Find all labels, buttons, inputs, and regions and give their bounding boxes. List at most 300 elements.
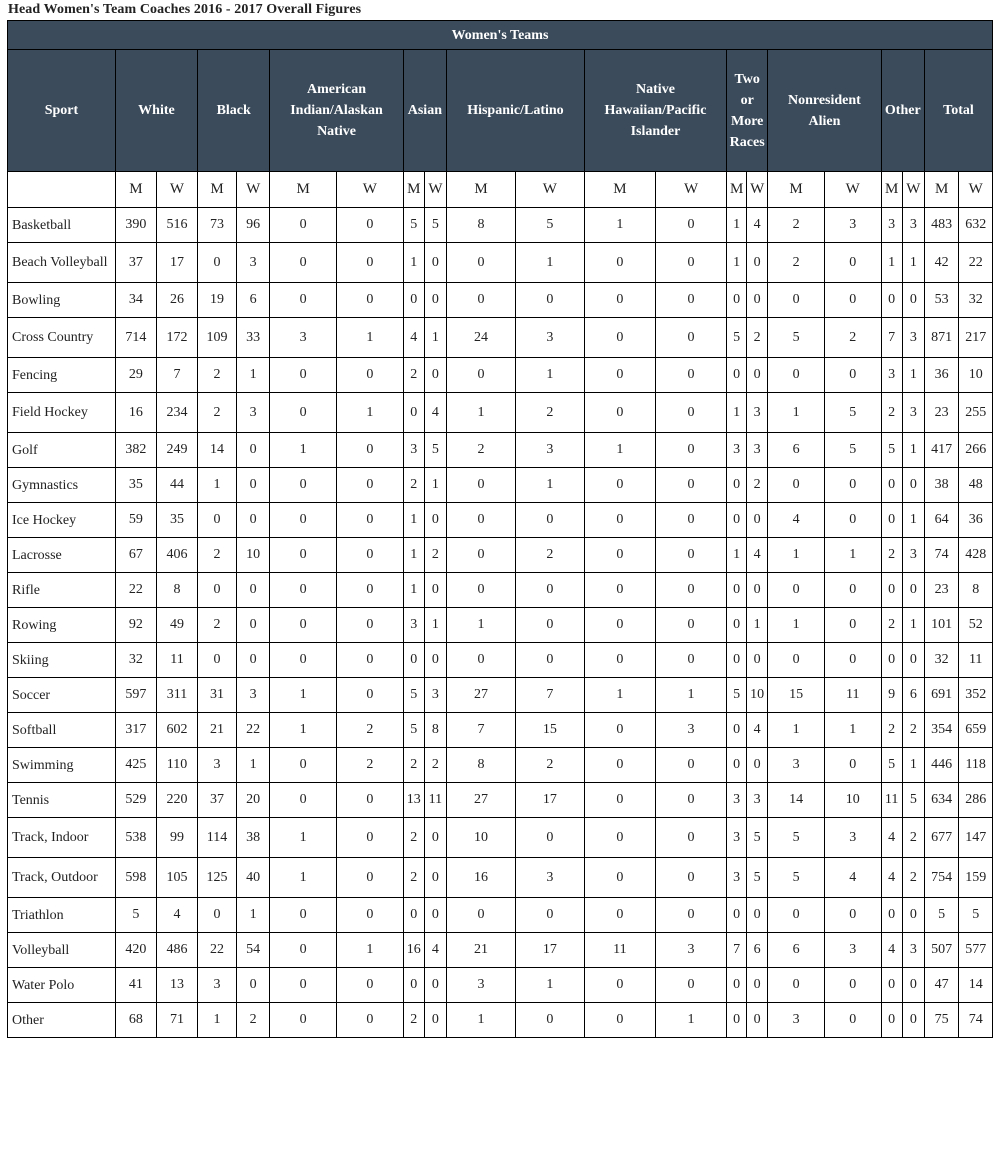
value-cell: 0 <box>270 393 337 433</box>
value-cell: 3 <box>902 393 924 433</box>
value-cell: 15 <box>515 713 584 748</box>
value-cell: 0 <box>655 433 726 468</box>
value-cell: 2 <box>403 358 424 393</box>
value-cell: 1 <box>902 433 924 468</box>
value-cell: 6 <box>768 933 825 968</box>
value-cell: 2 <box>824 318 881 358</box>
sport-cell: Tennis <box>8 783 116 818</box>
value-cell: 0 <box>727 898 747 933</box>
table-header <box>8 21 993 172</box>
value-cell: 1 <box>727 208 747 243</box>
value-cell: 10 <box>824 783 881 818</box>
value-cell: 5 <box>747 858 768 898</box>
value-cell: 159 <box>959 858 993 898</box>
value-cell: 3 <box>236 393 269 433</box>
value-cell: 5 <box>403 713 424 748</box>
value-cell: 0 <box>768 358 825 393</box>
group-header-5 <box>584 50 726 172</box>
value-cell: 13 <box>156 968 197 1003</box>
value-cell: 8 <box>447 208 516 243</box>
value-cell: 17 <box>515 783 584 818</box>
sport-cell: Triathlon <box>8 898 116 933</box>
value-cell: 0 <box>424 243 446 283</box>
value-cell: 21 <box>447 933 516 968</box>
value-cell: 110 <box>156 748 197 783</box>
value-cell: 3 <box>655 933 726 968</box>
value-cell: 0 <box>337 538 404 573</box>
sport-cell: Field Hockey <box>8 393 116 433</box>
value-cell: 0 <box>727 643 747 678</box>
value-cell: 352 <box>959 678 993 713</box>
value-cell: 0 <box>584 318 655 358</box>
value-cell: 1 <box>337 393 404 433</box>
value-cell: 0 <box>747 573 768 608</box>
value-cell: 96 <box>236 208 269 243</box>
value-cell: 0 <box>236 433 269 468</box>
value-cell: 5 <box>727 678 747 713</box>
value-cell: 0 <box>655 208 726 243</box>
value-cell: 1 <box>236 358 269 393</box>
value-cell: 417 <box>924 433 958 468</box>
value-cell: 0 <box>824 468 881 503</box>
value-cell: 105 <box>156 858 197 898</box>
women-subheader: W <box>902 172 924 208</box>
value-cell: 24 <box>447 318 516 358</box>
value-cell: 3 <box>198 748 237 783</box>
value-cell: 311 <box>156 678 197 713</box>
value-cell: 0 <box>902 898 924 933</box>
value-cell: 0 <box>655 898 726 933</box>
value-cell: 33 <box>236 318 269 358</box>
value-cell: 21 <box>198 713 237 748</box>
group-header-2 <box>270 50 403 172</box>
table-row <box>8 898 993 933</box>
value-cell: 691 <box>924 678 958 713</box>
value-cell: 53 <box>924 283 958 318</box>
value-cell: 6 <box>902 678 924 713</box>
value-cell: 0 <box>655 643 726 678</box>
men-subheader: M <box>198 172 237 208</box>
value-cell: 2 <box>337 713 404 748</box>
value-cell: 714 <box>115 318 156 358</box>
value-cell: 0 <box>655 468 726 503</box>
sport-cell: Swimming <box>8 748 116 783</box>
value-cell: 0 <box>270 933 337 968</box>
value-cell: 1 <box>270 678 337 713</box>
value-cell: 67 <box>115 538 156 573</box>
coaches-table <box>7 20 993 1038</box>
value-cell: 0 <box>424 1003 446 1038</box>
sport-cell: Other <box>8 1003 116 1038</box>
value-cell: 8 <box>959 573 993 608</box>
table-row <box>8 433 993 468</box>
value-cell: 3 <box>236 243 269 283</box>
value-cell: 3 <box>727 858 747 898</box>
value-cell: 538 <box>115 818 156 858</box>
men-subheader: M <box>924 172 958 208</box>
value-cell: 0 <box>270 898 337 933</box>
value-cell: 75 <box>924 1003 958 1038</box>
value-cell: 47 <box>924 968 958 1003</box>
value-cell: 0 <box>337 503 404 538</box>
value-cell: 0 <box>655 573 726 608</box>
value-cell: 22 <box>959 243 993 283</box>
value-cell: 0 <box>727 358 747 393</box>
value-cell: 23 <box>924 393 958 433</box>
value-cell: 114 <box>198 818 237 858</box>
value-cell: 0 <box>824 643 881 678</box>
value-cell: 266 <box>959 433 993 468</box>
value-cell: 26 <box>156 283 197 318</box>
women-subheader: W <box>424 172 446 208</box>
value-cell: 0 <box>881 643 902 678</box>
value-cell: 0 <box>270 538 337 573</box>
value-cell: 22 <box>115 573 156 608</box>
men-subheader: M <box>270 172 337 208</box>
value-cell: 14 <box>768 783 825 818</box>
value-cell: 0 <box>270 283 337 318</box>
table-row <box>8 243 993 283</box>
value-cell: 0 <box>447 503 516 538</box>
group-header-1 <box>198 50 270 172</box>
value-cell: 0 <box>747 748 768 783</box>
value-cell: 0 <box>747 358 768 393</box>
value-cell: 1 <box>424 468 446 503</box>
value-cell: 0 <box>655 318 726 358</box>
value-cell: 5 <box>403 678 424 713</box>
value-cell: 1 <box>768 713 825 748</box>
value-cell: 8 <box>447 748 516 783</box>
value-cell: 0 <box>824 1003 881 1038</box>
value-cell: 0 <box>584 643 655 678</box>
value-cell: 0 <box>824 358 881 393</box>
value-cell: 2 <box>337 748 404 783</box>
sport-cell: Skiing <box>8 643 116 678</box>
value-cell: 0 <box>902 968 924 1003</box>
value-cell: 14 <box>198 433 237 468</box>
table-row <box>8 713 993 748</box>
sport-cell: Volleyball <box>8 933 116 968</box>
group-header-3 <box>403 50 446 172</box>
value-cell: 0 <box>584 1003 655 1038</box>
value-cell: 0 <box>584 968 655 1003</box>
value-cell: 22 <box>198 933 237 968</box>
value-cell: 597 <box>115 678 156 713</box>
value-cell: 0 <box>655 858 726 898</box>
women-subheader: W <box>959 172 993 208</box>
value-cell: 3 <box>403 433 424 468</box>
value-cell: 2 <box>747 318 768 358</box>
value-cell: 3 <box>655 713 726 748</box>
value-cell: 0 <box>515 573 584 608</box>
value-cell: 1 <box>270 433 337 468</box>
value-cell: 1 <box>727 243 747 283</box>
value-cell: 677 <box>924 818 958 858</box>
value-cell: 1 <box>768 393 825 433</box>
value-cell: 3 <box>515 858 584 898</box>
value-cell: 1 <box>447 393 516 433</box>
page-title: Head Women's Team Coaches 2016 - 2017 Overall Figures <box>8 2 362 17</box>
value-cell: 10 <box>747 678 768 713</box>
value-cell: 0 <box>515 503 584 538</box>
value-cell: 486 <box>156 933 197 968</box>
value-cell: 3 <box>424 678 446 713</box>
sport-cell: Beach Volleyball <box>8 243 116 283</box>
value-cell: 2 <box>747 468 768 503</box>
value-cell: 446 <box>924 748 958 783</box>
value-cell: 0 <box>727 1003 747 1038</box>
value-cell: 3 <box>403 608 424 643</box>
table-row <box>8 358 993 393</box>
value-cell: 1 <box>515 243 584 283</box>
value-cell: 286 <box>959 783 993 818</box>
value-cell: 1 <box>515 468 584 503</box>
value-cell: 2 <box>198 393 237 433</box>
value-cell: 1 <box>584 433 655 468</box>
value-cell: 35 <box>115 468 156 503</box>
value-cell: 0 <box>747 1003 768 1038</box>
table-row <box>8 208 993 243</box>
value-cell: 0 <box>337 678 404 713</box>
value-cell: 0 <box>270 208 337 243</box>
value-cell: 8 <box>156 573 197 608</box>
value-cell: 4 <box>747 208 768 243</box>
value-cell: 32 <box>959 283 993 318</box>
value-cell: 1 <box>403 243 424 283</box>
value-cell: 0 <box>337 898 404 933</box>
value-cell: 4 <box>881 818 902 858</box>
value-cell: 0 <box>655 818 726 858</box>
value-cell: 0 <box>824 898 881 933</box>
men-subheader: M <box>727 172 747 208</box>
value-cell: 0 <box>198 643 237 678</box>
sport-cell: Lacrosse <box>8 538 116 573</box>
table-row <box>8 538 993 573</box>
value-cell: 0 <box>424 573 446 608</box>
value-cell: 0 <box>727 608 747 643</box>
value-cell: 1 <box>270 818 337 858</box>
value-cell: 0 <box>727 283 747 318</box>
value-cell: 5 <box>424 208 446 243</box>
value-cell: 49 <box>156 608 197 643</box>
table-row <box>8 318 993 358</box>
value-cell: 0 <box>424 818 446 858</box>
sport-cell: Softball <box>8 713 116 748</box>
value-cell: 0 <box>655 358 726 393</box>
value-cell: 11 <box>824 678 881 713</box>
value-cell: 0 <box>902 1003 924 1038</box>
value-cell: 74 <box>924 538 958 573</box>
value-cell: 42 <box>924 243 958 283</box>
value-cell: 0 <box>515 1003 584 1038</box>
value-cell: 0 <box>655 538 726 573</box>
value-cell: 632 <box>959 208 993 243</box>
value-cell: 1 <box>584 208 655 243</box>
table-row <box>8 468 993 503</box>
value-cell: 0 <box>902 573 924 608</box>
value-cell: 0 <box>747 968 768 1003</box>
value-cell: 0 <box>824 968 881 1003</box>
mw-empty-cell <box>8 172 116 208</box>
value-cell: 1 <box>198 1003 237 1038</box>
value-cell: 35 <box>156 503 197 538</box>
value-cell: 0 <box>881 503 902 538</box>
women-subheader: W <box>515 172 584 208</box>
value-cell: 5 <box>881 433 902 468</box>
value-cell: 0 <box>447 898 516 933</box>
value-cell: 1 <box>447 1003 516 1038</box>
value-cell: 0 <box>424 358 446 393</box>
value-cell: 0 <box>424 898 446 933</box>
value-cell: 3 <box>727 433 747 468</box>
table-row <box>8 643 993 678</box>
value-cell: 0 <box>584 898 655 933</box>
value-cell: 0 <box>584 818 655 858</box>
women-subheader: W <box>824 172 881 208</box>
value-cell: 5 <box>959 898 993 933</box>
value-cell: 577 <box>959 933 993 968</box>
value-cell: 0 <box>337 573 404 608</box>
sport-cell: Rifle <box>8 573 116 608</box>
value-cell: 37 <box>198 783 237 818</box>
value-cell: 8 <box>424 713 446 748</box>
value-cell: 2 <box>515 538 584 573</box>
group-header-8 <box>881 50 924 172</box>
value-cell: 0 <box>337 283 404 318</box>
value-cell: 11 <box>881 783 902 818</box>
value-cell: 0 <box>270 968 337 1003</box>
value-cell: 0 <box>337 643 404 678</box>
women-subheader: W <box>236 172 269 208</box>
value-cell: 0 <box>236 503 269 538</box>
group-header-7 <box>768 50 881 172</box>
value-cell: 0 <box>747 898 768 933</box>
group-header-line: Native <box>317 124 356 139</box>
value-cell: 1 <box>270 858 337 898</box>
value-cell: 0 <box>824 573 881 608</box>
group-header-0 <box>115 50 197 172</box>
value-cell: 3 <box>824 933 881 968</box>
value-cell: 147 <box>959 818 993 858</box>
value-cell: 68 <box>115 1003 156 1038</box>
value-cell: 5 <box>902 783 924 818</box>
value-cell: 5 <box>924 898 958 933</box>
value-cell: 0 <box>584 858 655 898</box>
group-header-line: Black <box>216 103 251 118</box>
value-cell: 2 <box>902 818 924 858</box>
men-subheader: M <box>584 172 655 208</box>
table-row <box>8 393 993 433</box>
value-cell: 0 <box>337 818 404 858</box>
value-cell: 4 <box>156 898 197 933</box>
value-cell: 118 <box>959 748 993 783</box>
value-cell: 0 <box>515 818 584 858</box>
value-cell: 10 <box>236 538 269 573</box>
value-cell: 48 <box>959 468 993 503</box>
value-cell: 15 <box>768 678 825 713</box>
value-cell: 3 <box>727 783 747 818</box>
value-cell: 5 <box>768 818 825 858</box>
value-cell: 0 <box>403 968 424 1003</box>
group-header-line: Total <box>943 103 974 118</box>
value-cell: 2 <box>515 748 584 783</box>
value-cell: 0 <box>824 608 881 643</box>
table-row <box>8 818 993 858</box>
value-cell: 317 <box>115 713 156 748</box>
value-cell: 1 <box>902 748 924 783</box>
value-cell: 217 <box>959 318 993 358</box>
value-cell: 5 <box>768 318 825 358</box>
value-cell: 0 <box>447 643 516 678</box>
value-cell: 1 <box>655 678 726 713</box>
sport-cell: Bowling <box>8 283 116 318</box>
value-cell: 9 <box>881 678 902 713</box>
value-cell: 2 <box>881 713 902 748</box>
value-cell: 54 <box>236 933 269 968</box>
value-cell: 0 <box>447 538 516 573</box>
value-cell: 6 <box>768 433 825 468</box>
value-cell: 507 <box>924 933 958 968</box>
value-cell: 0 <box>902 283 924 318</box>
men-subheader: M <box>447 172 516 208</box>
value-cell: 0 <box>447 243 516 283</box>
value-cell: 1 <box>403 503 424 538</box>
value-cell: 16 <box>447 858 516 898</box>
group-header-line: Races <box>729 134 765 150</box>
value-cell: 0 <box>424 968 446 1003</box>
value-cell: 3 <box>902 538 924 573</box>
value-cell: 7 <box>515 678 584 713</box>
value-cell: 4 <box>424 933 446 968</box>
value-cell: 4 <box>403 318 424 358</box>
value-cell: 32 <box>924 643 958 678</box>
group-header-4 <box>447 50 585 172</box>
women-subheader: W <box>655 172 726 208</box>
value-cell: 1 <box>236 898 269 933</box>
value-cell: 0 <box>747 243 768 283</box>
value-cell: 92 <box>115 608 156 643</box>
value-cell: 2 <box>902 858 924 898</box>
sport-cell: Water Polo <box>8 968 116 1003</box>
group-header-line: More <box>730 113 764 129</box>
value-cell: 483 <box>924 208 958 243</box>
value-cell: 2 <box>403 818 424 858</box>
value-cell: 2 <box>424 748 446 783</box>
value-cell: 1 <box>768 608 825 643</box>
value-cell: 0 <box>881 1003 902 1038</box>
value-cell: 5 <box>824 393 881 433</box>
value-cell: 7 <box>881 318 902 358</box>
sport-cell: Basketball <box>8 208 116 243</box>
value-cell: 16 <box>403 933 424 968</box>
value-cell: 2 <box>198 358 237 393</box>
value-cell: 0 <box>515 898 584 933</box>
value-cell: 0 <box>727 748 747 783</box>
value-cell: 0 <box>270 503 337 538</box>
table-row <box>8 968 993 1003</box>
value-cell: 2 <box>403 748 424 783</box>
value-cell: 44 <box>156 468 197 503</box>
sport-cell: Cross Country <box>8 318 116 358</box>
table-row <box>8 573 993 608</box>
value-cell: 7 <box>447 713 516 748</box>
value-cell: 0 <box>824 283 881 318</box>
women-subheader: W <box>747 172 768 208</box>
value-cell: 529 <box>115 783 156 818</box>
table-row <box>8 608 993 643</box>
value-cell: 0 <box>270 243 337 283</box>
women-subheader: W <box>337 172 404 208</box>
